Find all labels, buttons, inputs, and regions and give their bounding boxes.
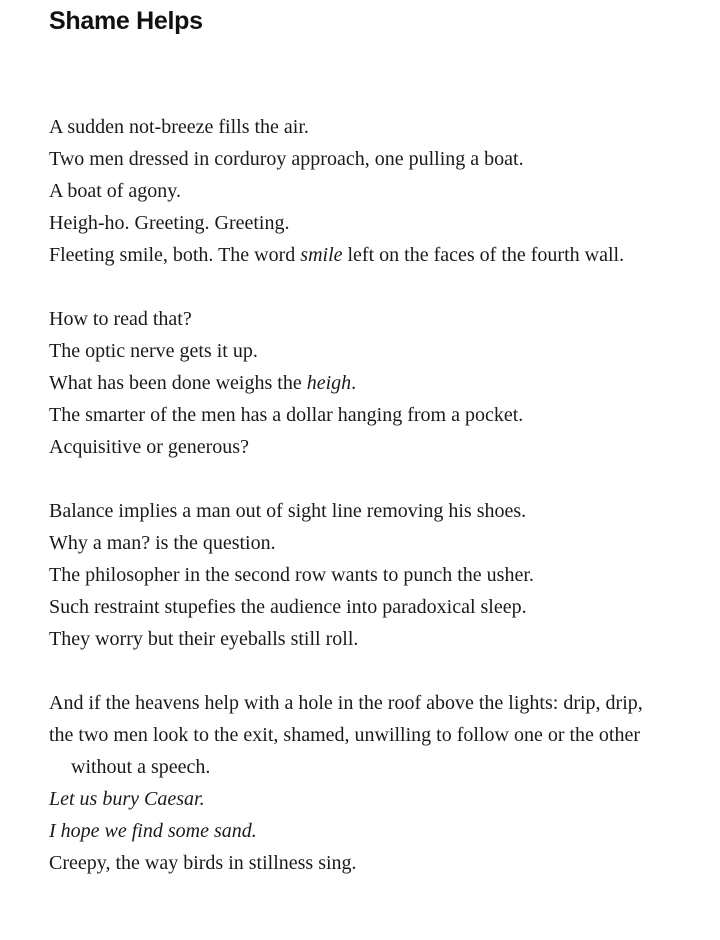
poem-body (49, 111, 709, 879)
poem-line: Acquisitive or generous? (49, 436, 249, 458)
poem-line (49, 367, 709, 399)
line-text: Fleeting smile, both. The word (49, 244, 301, 266)
poem-line: How to read that? (49, 308, 192, 330)
poem-line: The philosopher in the second row wants to punch the usher. (49, 564, 534, 586)
poem-line-italic: I hope we find some sand. (49, 820, 257, 842)
poem-line: The smarter of the men has a dollar hanging from a pocket. (49, 404, 524, 426)
italic-word: smile (300, 244, 343, 266)
poem-line: Why a man? is the question. (49, 532, 276, 554)
line-text: What has been done weighs the (49, 372, 307, 394)
poem-line: Two men dressed in corduroy approach, one pulling a boat. (49, 148, 524, 170)
poem-line-continuation: without a speech. (71, 756, 211, 778)
poem-line: Heigh-ho. Greeting. Greeting. (49, 212, 290, 234)
poem-line: And if the heavens help with a hole in the roof above the lights: drip, drip, (49, 692, 643, 714)
poem-title: Shame Helps (49, 7, 203, 35)
poem-line: Such restraint stupefies the audience into paradoxical sleep. (49, 596, 527, 618)
poem-line: A sudden not-breeze fills the air. (49, 116, 309, 138)
poem-line: The optic nerve gets it up. (49, 340, 258, 362)
line-text: left on the faces of the fourth wall. (342, 244, 625, 266)
poem-line: Balance implies a man out of sight line removing his shoes. (49, 500, 527, 522)
poem-line (49, 239, 709, 271)
stanza-3 (49, 495, 709, 655)
italic-word: heigh (306, 372, 352, 394)
poem-line: the two men look to the exit, shamed, unwilling to follow one or the other (49, 724, 641, 746)
stanza-2 (49, 303, 709, 463)
poem-line: A boat of agony. (49, 180, 182, 202)
poem-line: They worry but their eyeballs still roll. (49, 628, 359, 650)
stanza-1 (49, 111, 709, 271)
poem-line-italic: Let us bury Caesar. (49, 788, 205, 810)
stanza-4 (49, 687, 709, 879)
line-text: . (351, 372, 357, 394)
poem-line: Creepy, the way birds in stillness sing. (49, 852, 357, 874)
